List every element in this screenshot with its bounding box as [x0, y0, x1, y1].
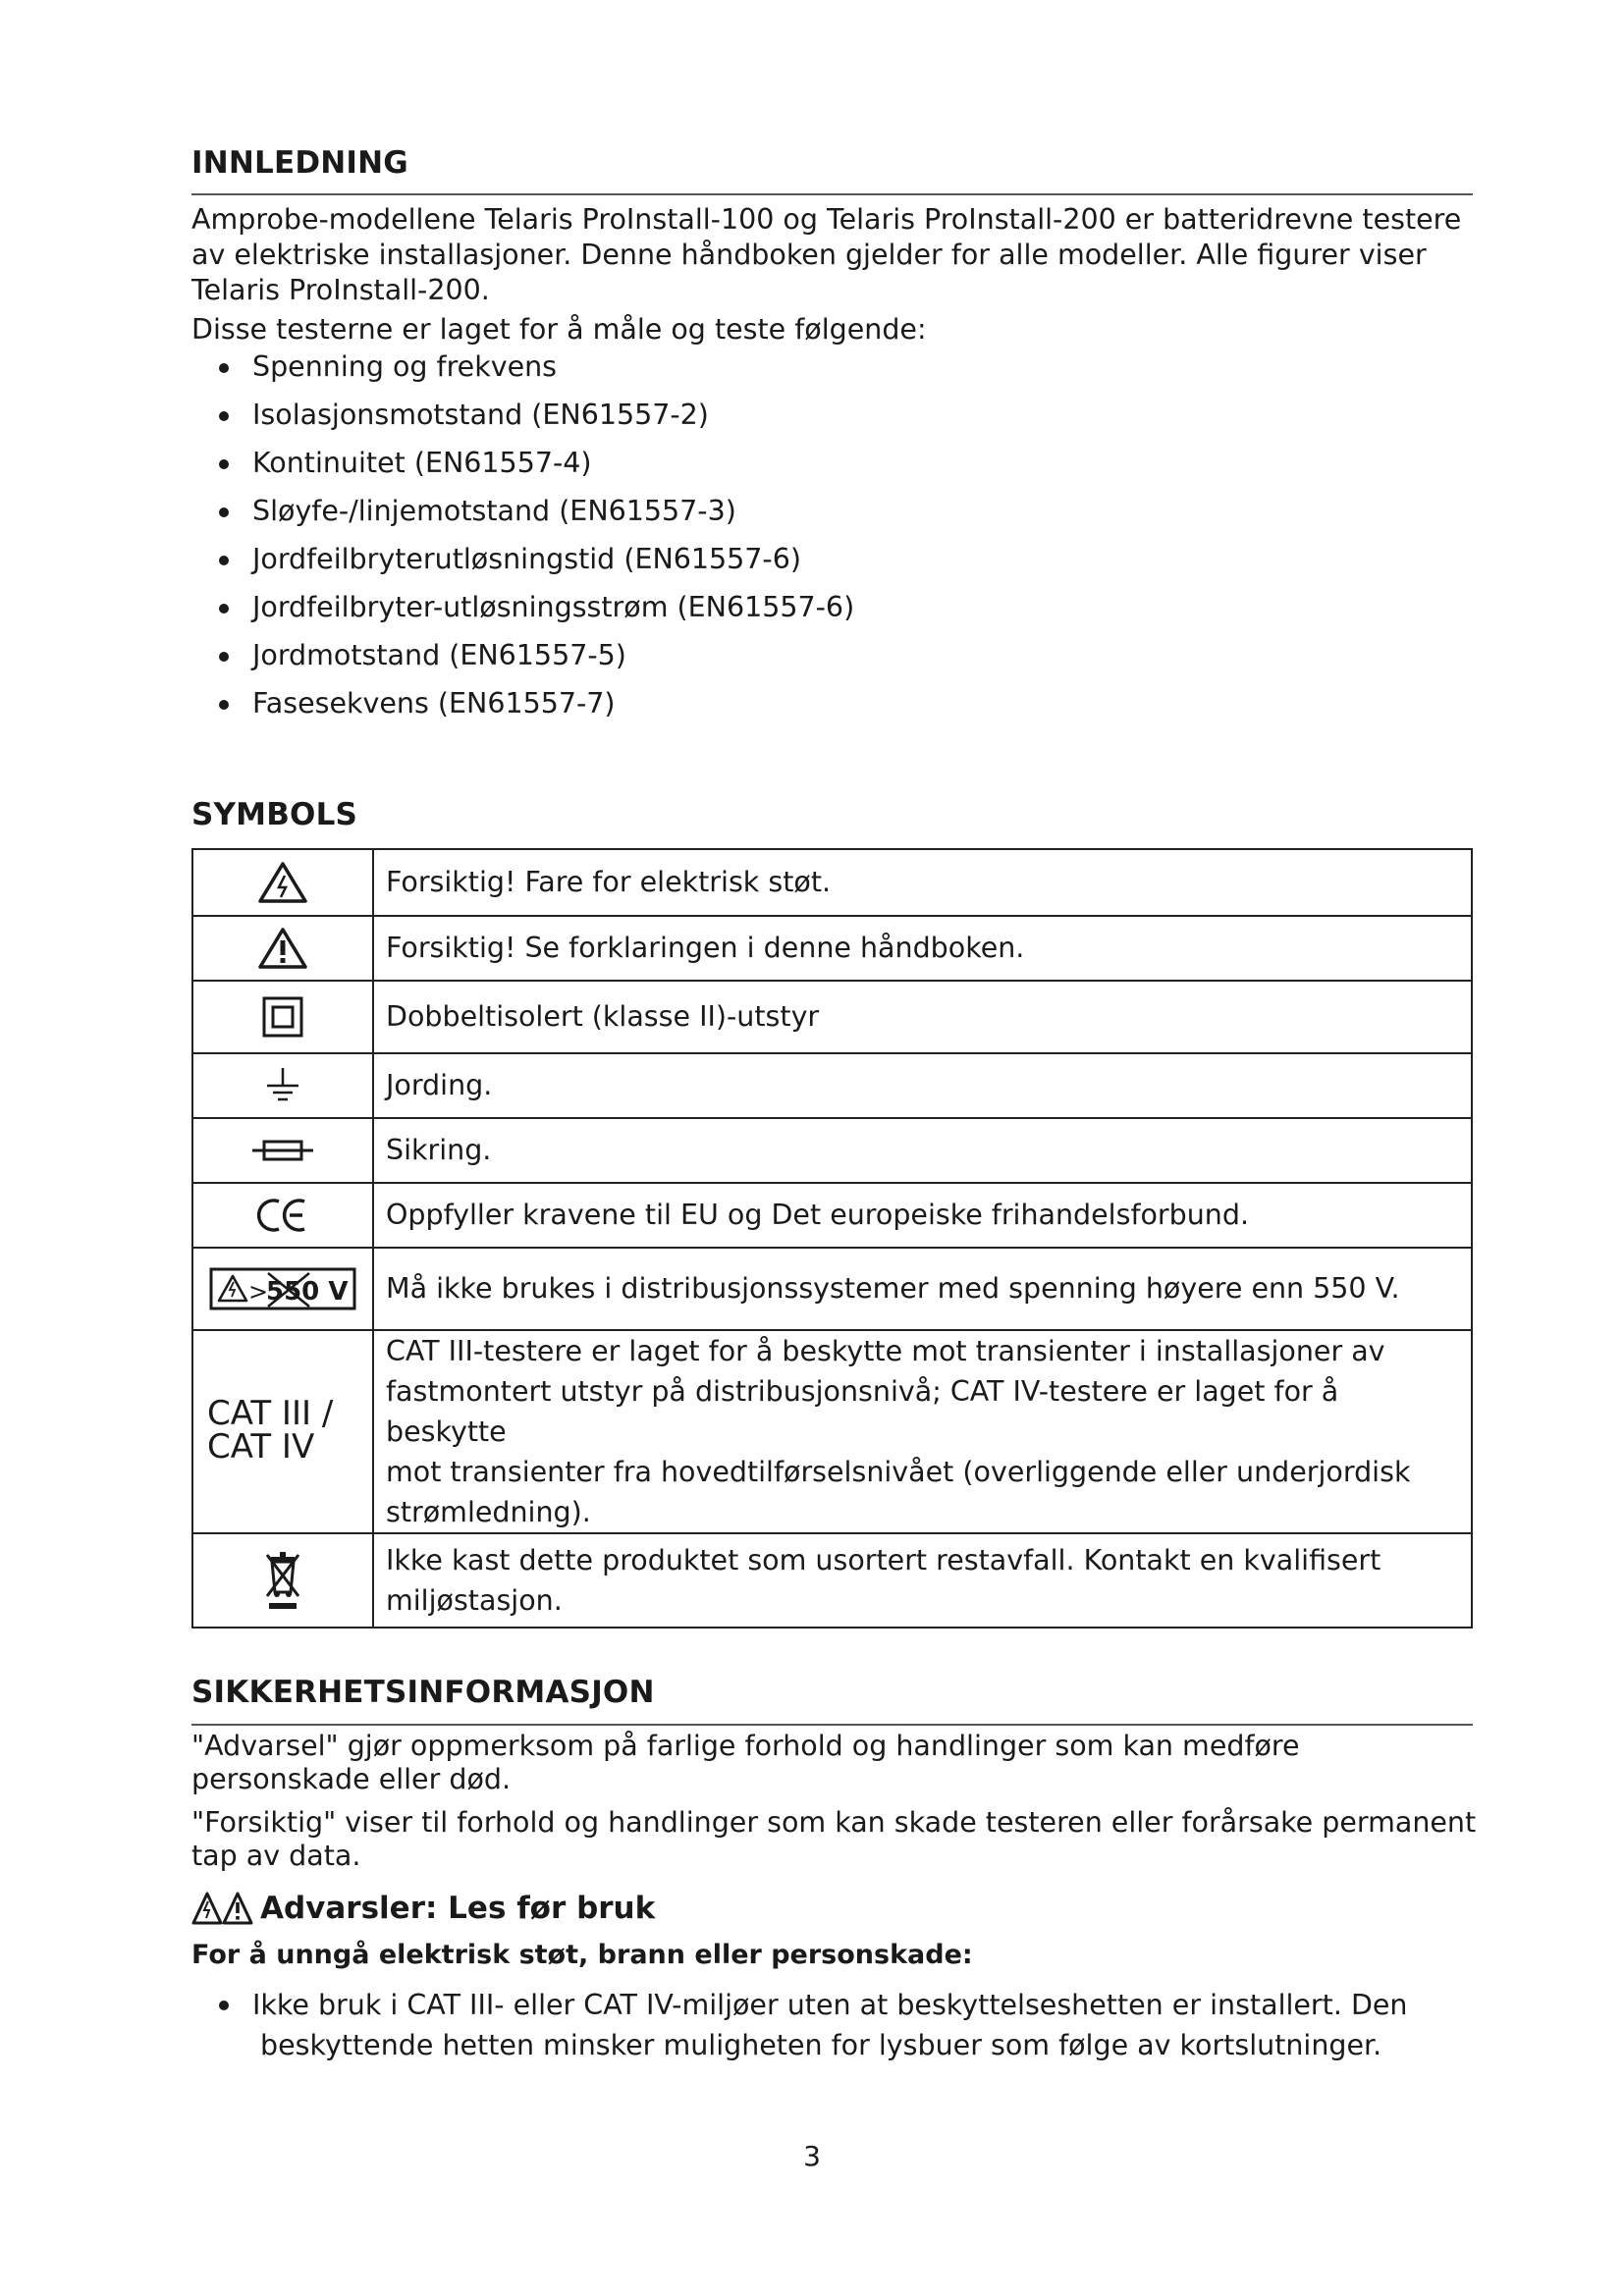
intro-line-3: Telaris ProInstall-200. — [191, 274, 490, 306]
table-row — [192, 916, 1472, 981]
bullet-dot — [219, 2001, 229, 2010]
max-voltage-label: 550 V — [266, 1277, 349, 1307]
electric-shock-warning-icon — [257, 861, 308, 904]
safety-heading: SIKKERHETSINFORMASJON — [191, 1675, 655, 1710]
weee-description-line-2: miljøstasjon. — [386, 1584, 563, 1617]
table-row — [192, 849, 1472, 916]
list-item — [191, 349, 854, 398]
bullet-dot — [219, 652, 229, 662]
table-row — [192, 1330, 1472, 1533]
table-row — [192, 1183, 1472, 1248]
warning-definition-line-1: "Advarsel" gjør oppmerksom på farlige forhold og handlinger som kan medføre — [191, 1730, 1300, 1762]
list-item-text: Jordmotstand (EN61557-5) — [252, 639, 626, 671]
bullet-dot — [219, 411, 229, 421]
weee-description-line-1: Ikke kast dette produktet som usortert restavfall. Kontakt en kvalifisert — [386, 1544, 1381, 1576]
symbol-cell — [192, 916, 373, 981]
weee-bin-icon — [263, 1549, 302, 1612]
symbols-table — [191, 848, 1473, 1629]
intro-feature-list — [191, 349, 854, 734]
symbol-description: Forsiktig! Fare for elektrisk støt. — [373, 849, 1472, 916]
list-item-text: Jordfeilbryter-utløsningsstrøm (EN61557-6) — [252, 591, 855, 623]
bullet-dot — [219, 604, 229, 614]
list-item — [191, 590, 854, 638]
list-item — [191, 446, 854, 494]
list-item-text: Sløyfe-/linjemotstand (EN61557-3) — [252, 495, 736, 527]
symbol-cell — [192, 849, 373, 916]
intro-line-1: Amprobe-modellene Telaris ProInstall-100 og Telaris ProInstall-200 er batteridrevne testere — [191, 203, 1462, 236]
table-row — [192, 1118, 1472, 1183]
cat-description-line-3: mot transienter fra hovedtilførselsnivået (overliggende eller underjordisk — [386, 1456, 1411, 1488]
intro-line-2: av elektriske installasjoner. Denne håndboken gjelder for alle modeller. Alle figurer viser — [191, 239, 1427, 271]
page-number: 3 — [803, 2140, 821, 2172]
intro-list-lead: Disse testerne er laget for å måle og teste følgende: — [191, 313, 927, 346]
symbol-cell — [192, 1248, 373, 1330]
list-item — [191, 686, 854, 734]
symbol-description — [373, 1330, 1472, 1533]
symbol-description — [373, 1533, 1472, 1628]
cat-label-line-2: CAT IV — [207, 1426, 315, 1467]
list-item — [191, 398, 854, 446]
warning-definition — [191, 1730, 1478, 1796]
svg-text:>: > — [248, 1278, 269, 1306]
bullet-dot — [219, 556, 229, 565]
caution-definition-line-2: tap av data. — [191, 1840, 361, 1872]
symbol-description: Må ikke brukes i distribusjonssystemer med spenning høyere enn 550 V. — [373, 1248, 1472, 1330]
symbol-description: Sikring. — [373, 1118, 1472, 1183]
list-item — [191, 1985, 1478, 2025]
cat-rating-label — [207, 1393, 334, 1467]
warning-bullet-line-1: Ikke bruk i CAT III- eller CAT IV-miljøer uten at beskyttelseshetten er installert. Den — [252, 1989, 1408, 2021]
cat-description-line-4: strømledning). — [386, 1496, 591, 1528]
list-item — [191, 494, 854, 542]
intro-paragraph — [191, 202, 1478, 308]
symbol-cell — [192, 1533, 373, 1628]
list-item-text: Jordfeilbryterutløsningstid (EN61557-6) — [252, 543, 801, 575]
table-row — [192, 1248, 1472, 1330]
ground-icon — [263, 1066, 302, 1105]
cat-description-line-1: CAT III-testere er laget for å beskytte mot transienter i installasjoner av — [386, 1335, 1385, 1367]
symbol-description: Jording. — [373, 1053, 1472, 1118]
symbol-description: Oppfyller kravene til EU og Det europeiske frihandelsforbund. — [373, 1183, 1472, 1248]
symbol-cell — [192, 1330, 373, 1533]
safety-heading-rule — [191, 1724, 1473, 1726]
warning-triangles-icon — [191, 1891, 254, 1926]
list-item-text: Kontinuitet (EN61557-4) — [252, 447, 592, 479]
list-item-text: Spenning og frekvens — [252, 350, 558, 383]
cat-description-line-2: fastmontert utstyr på distribusjonsnivå; CAT IV-testere er laget for å beskytte — [386, 1375, 1339, 1448]
bullet-dot — [219, 507, 229, 517]
list-item-text: Isolasjonsmotstand (EN61557-2) — [252, 399, 709, 431]
caution-definition — [191, 1806, 1478, 1873]
table-row — [192, 1533, 1472, 1628]
caution-warning-icon — [257, 927, 308, 970]
warnings-heading-text: Advarsler: Les før bruk — [260, 1891, 656, 1926]
table-row — [192, 1053, 1472, 1118]
symbol-cell — [192, 1118, 373, 1183]
fuse-icon — [250, 1136, 315, 1165]
symbol-description: Dobbeltisolert (klasse II)-utstyr — [373, 981, 1472, 1053]
list-item — [191, 542, 854, 590]
symbol-description: Forsiktig! Se forklaringen i denne håndboken. — [373, 916, 1472, 981]
cat-label-line-1: CAT III / — [207, 1393, 334, 1433]
warning-bullet — [191, 1985, 1478, 2065]
intro-heading-rule — [191, 193, 1473, 195]
symbols-heading: SYMBOLS — [191, 797, 358, 832]
caution-definition-line-1: "Forsiktig" viser til forhold og handlinger som kan skade testeren eller forårsake permanent — [191, 1806, 1477, 1839]
warnings-subheading: For å unngå elektrisk støt, brann eller personskade: — [191, 1940, 973, 1970]
table-row — [192, 981, 1472, 1053]
warnings-heading — [191, 1891, 655, 1926]
list-item-text: Fasesekvens (EN61557-7) — [252, 687, 616, 720]
bullet-dot — [219, 363, 229, 373]
warning-bullet-line-2: beskyttende hetten minsker muligheten for lysbuer som følge av kortslutninger. — [260, 2029, 1382, 2061]
symbol-cell — [192, 1053, 373, 1118]
double-insulated-icon — [261, 995, 304, 1039]
symbol-cell — [192, 1183, 373, 1248]
max-voltage-icon — [209, 1267, 356, 1310]
bullet-dot — [219, 459, 229, 469]
symbol-cell — [192, 981, 373, 1053]
bullet-dot — [219, 700, 229, 710]
warning-definition-line-2: personskade eller død. — [191, 1763, 512, 1795]
ce-mark-icon — [257, 1196, 308, 1235]
intro-heading: INNLEDNING — [191, 145, 408, 181]
list-item — [191, 638, 854, 686]
